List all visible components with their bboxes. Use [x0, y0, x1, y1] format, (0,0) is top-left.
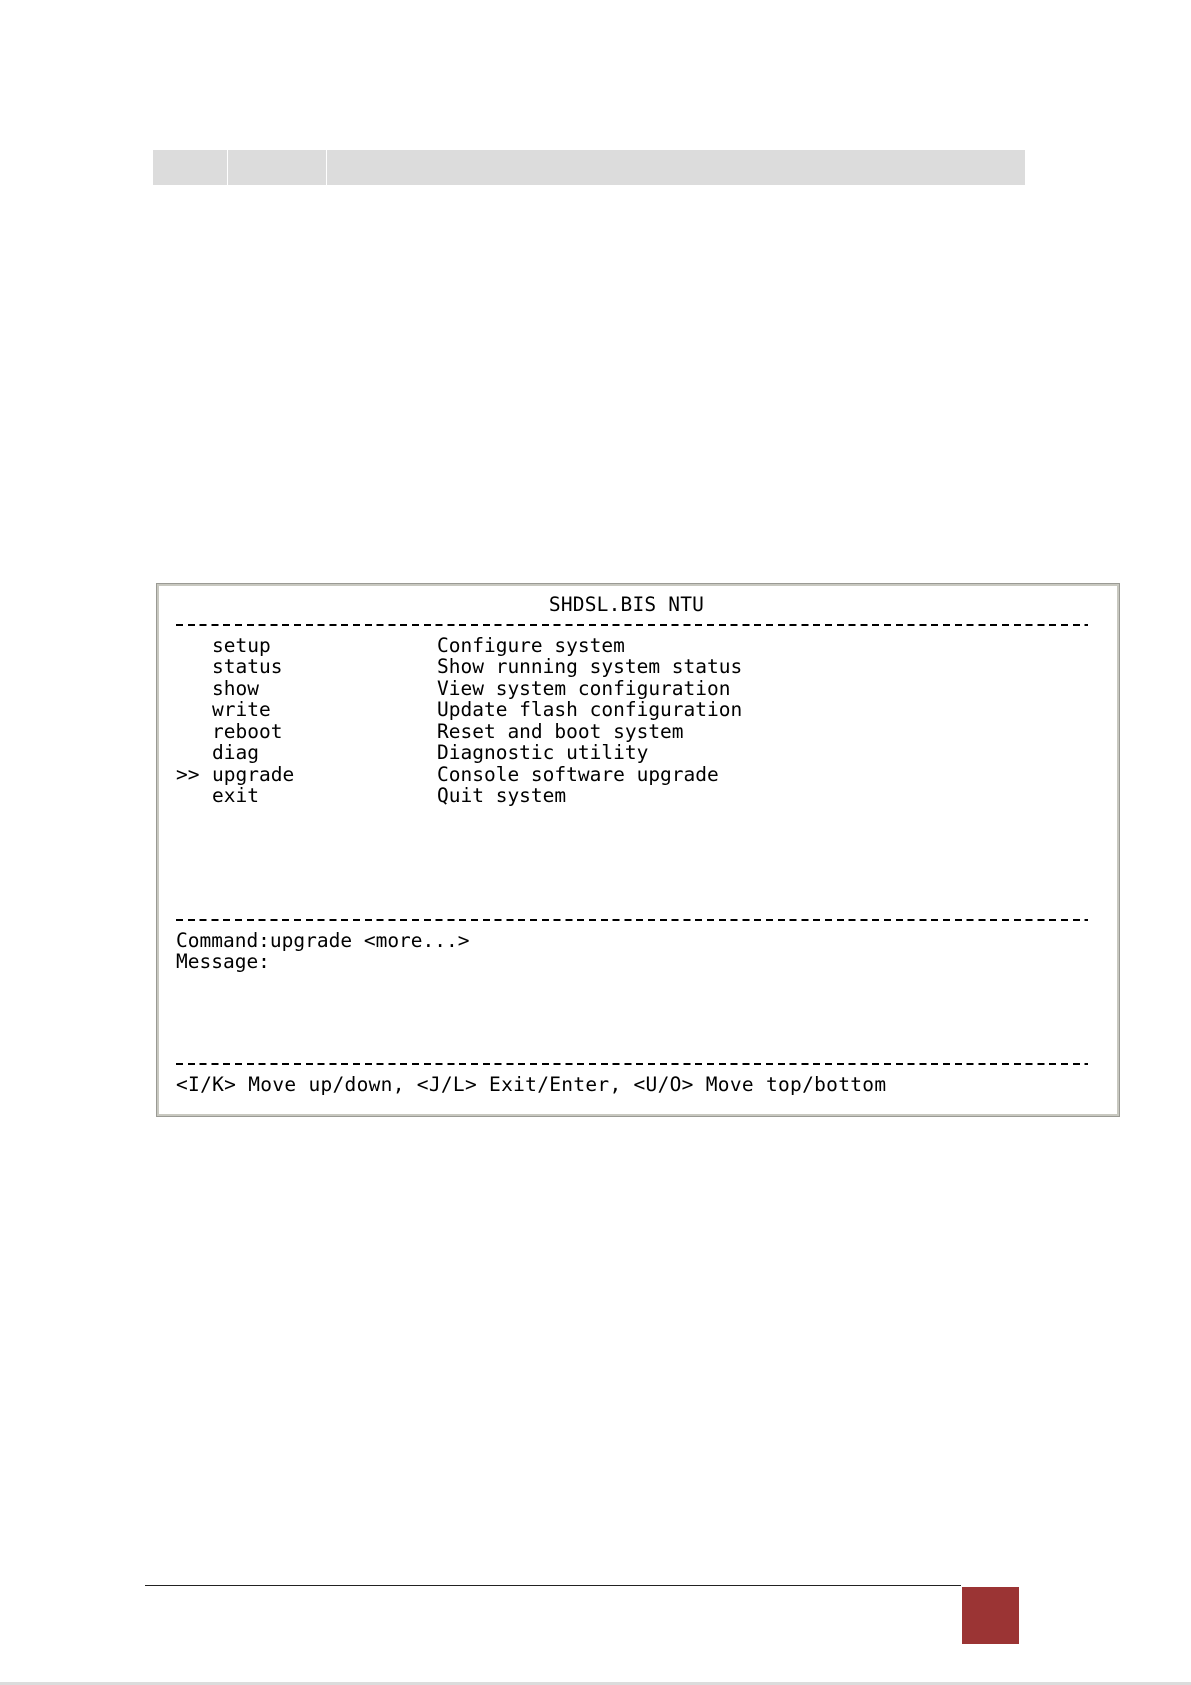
- menu-item-exit[interactable]: [176, 785, 1117, 807]
- divider-bottom: [176, 1063, 1088, 1065]
- key-help-line: <I/K> Move up/down, <J/L> Exit/Enter, <U/O> Move top/bottom: [176, 1072, 887, 1096]
- menu-command: write: [212, 698, 271, 721]
- menu-description: Diagnostic utility: [437, 741, 649, 764]
- message-line: Message:: [176, 950, 270, 973]
- selection-marker: [176, 721, 212, 743]
- divider-top: [176, 624, 1088, 626]
- page-number-tab: [962, 1587, 1019, 1644]
- menu-item-upgrade[interactable]: [176, 764, 1117, 786]
- terminal-title: SHDSL.BIS NTU: [548, 593, 705, 616]
- divider-middle: [176, 919, 1088, 921]
- footer-rule: [145, 1585, 961, 1586]
- header-cell-3: [327, 150, 1025, 185]
- menu-item-diag[interactable]: [176, 742, 1117, 764]
- main-menu: [176, 635, 1117, 807]
- selection-marker: [176, 656, 212, 678]
- menu-command: reboot: [212, 719, 283, 743]
- selection-marker: [176, 635, 212, 657]
- selection-marker: [176, 785, 212, 807]
- menu-description: Reset and boot system: [437, 719, 684, 743]
- menu-command: show: [212, 676, 259, 700]
- menu-item-show[interactable]: [176, 678, 1117, 700]
- terminal-window[interactable]: [157, 584, 1119, 1116]
- selection-marker: >>: [176, 762, 200, 786]
- selection-marker: [176, 699, 212, 721]
- menu-item-write[interactable]: [176, 699, 1117, 721]
- menu-command: setup: [212, 633, 271, 657]
- header-cell-2: [228, 150, 327, 185]
- header-cell-1: [153, 150, 228, 185]
- menu-item-setup[interactable]: [176, 635, 1117, 657]
- menu-description: Show running system status: [437, 655, 743, 678]
- menu-item-reboot[interactable]: [176, 721, 1117, 743]
- document-header-band: [153, 150, 1025, 185]
- menu-blank-area: [176, 807, 1117, 911]
- menu-description: Update flash configuration: [437, 698, 743, 721]
- menu-description: View system configuration: [437, 676, 731, 700]
- menu-description: Quit system: [437, 784, 567, 807]
- message-blank-area: [176, 973, 1117, 1055]
- menu-command: diag: [212, 741, 259, 764]
- selection-marker: [176, 742, 212, 764]
- menu-command: upgrade: [212, 762, 295, 786]
- menu-command: exit: [212, 784, 259, 807]
- menu-description: Console software upgrade: [437, 762, 719, 786]
- menu-item-status[interactable]: [176, 656, 1117, 678]
- selection-marker: [176, 678, 212, 700]
- menu-command: status: [212, 655, 283, 678]
- command-line: Command:upgrade <more...>: [176, 928, 470, 952]
- menu-description: Configure system: [437, 633, 625, 657]
